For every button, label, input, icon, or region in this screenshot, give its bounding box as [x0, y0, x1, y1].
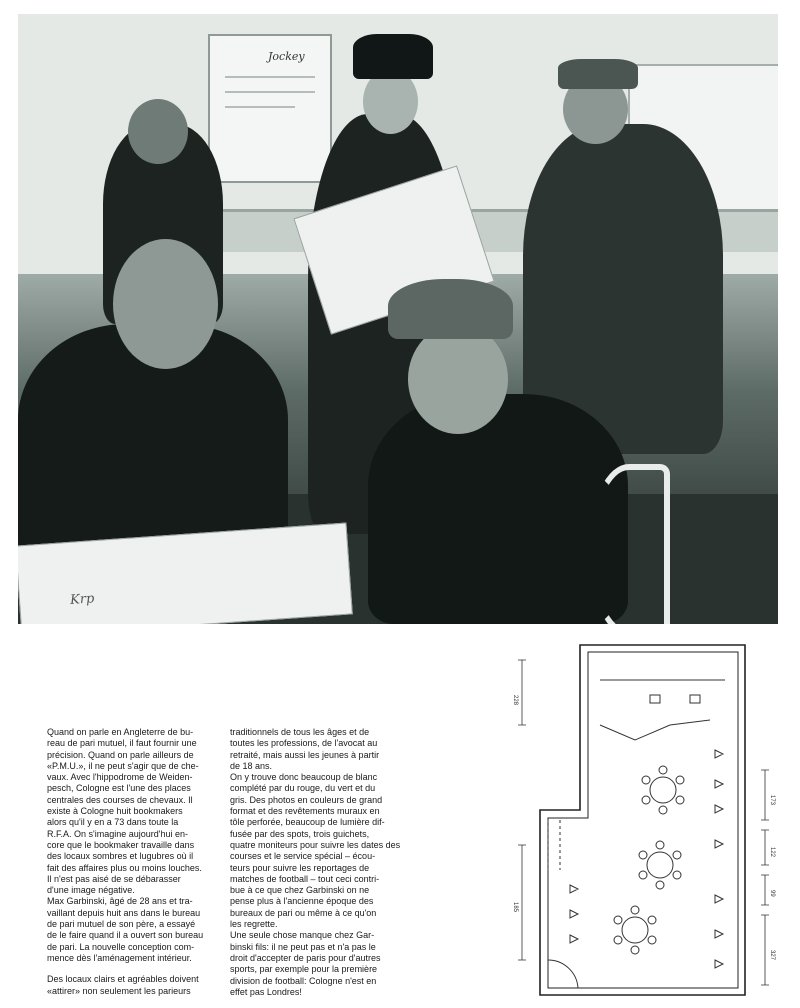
photo-flat-cap [388, 279, 513, 339]
photo-jockey-board [208, 34, 332, 183]
photo-chair [588, 464, 670, 624]
floor-plan-table-1 [642, 766, 684, 814]
photo-woman-hat [353, 34, 433, 79]
photo-man-right-cap [558, 59, 638, 89]
floor-plan-dim-line [518, 845, 526, 960]
newspaper-label: Krp [69, 591, 95, 608]
floor-plan-stools-right [715, 750, 723, 968]
floor-plan-dim-line [761, 830, 769, 865]
photo-man-counter-head [128, 99, 188, 164]
floor-plan-dim-line [761, 915, 769, 985]
floor-plan-dim-line [761, 770, 769, 820]
floor-plan-inner-wall [548, 652, 738, 988]
article-column-2 [230, 727, 405, 1008]
betting-office-photo [18, 14, 778, 624]
floor-plan-stair [548, 820, 560, 870]
board-label: Jockey [268, 50, 305, 63]
floor-plan-dim-line [518, 660, 526, 725]
photo-seated-man-head [113, 239, 218, 369]
floor-plan-dim-label: 228 [512, 695, 518, 706]
floor-plan [510, 640, 780, 1000]
article-paragraph: Quand on parle en Angleterre de bu- reau de pari mutuel, il faut fournir une précision. Quand on parle ailleurs de «P.M.U.», il ne peut s'agir que de che- vaux. Avec l'hippodrome de Weiden- pesch, Cologne est l'une des places centrales des courses de chevaux. Il existe à Cologne huit bookmakers alors qu'il y en a 73 dans toute la R.F.A. On s'imagine aujourd'hui en- core que le bookmaker travaille dans des locaux sombres et lugubres où il fait des affaires plus ou moins louches. Il n'est pas aisé de se débarasser d'une image négative. Max Garbinski, âgé de 28 ans et tra- vaillant depuis huit ans dans le bureau de pari mutuel de son père, a essayé de le faire quand il a ouvert son bureau de pari. La nouvelle conception com- mence dès l'aménagement intérieur. [47, 727, 204, 963]
article-paragraph: traditionnels de tous les âges et de toutes les professions, de l'avocat au retraité, mais aussi les jeunes à partir de 18 ans. On y trouve donc beaucoup de blanc complété par du rouge, du vert et du gris. Des photos en couleurs de grand format et des revêtements muraux en tôle perforée, beaucoup de lumière dif- fusée par des spots, trois guichets, quatre moniteurs pour suivre les dates des courses et le service spécial – écou- teurs pour suivre les reportages de matches de football – tout ceci contri- bue à ce que chez Garbinski on ne pense plus à l'ancienne époque des bureaux de pari ou même à ce qu'on les regrette. Une seule chose manque chez Gar- binski fils: il ne peut pas et n'a pas le droit d'accepter de paris pour d'autres sports, par exemple pour la première division de football: Cologne n'est en effet pas Londres! [230, 727, 401, 997]
floor-plan-fixture [690, 695, 700, 703]
floor-plan-dim-label: 185 [512, 902, 518, 913]
floor-plan-fixture [650, 695, 660, 703]
floor-plan-dim-label: 99 [769, 890, 775, 897]
photo-laughing-man [368, 394, 628, 624]
floor-plan-dim-label: 173 [769, 795, 775, 806]
photo-laughing-man-head [408, 324, 508, 434]
floor-plan-table-3 [614, 906, 656, 954]
floor-plan-dim-label: 122 [769, 847, 775, 858]
floor-plan-table-2 [639, 841, 681, 889]
floor-plan-dim-label: 327 [769, 950, 775, 961]
floor-plan-counter [600, 720, 710, 740]
article-paragraph: Des locaux clairs et agréables doivent «attirer» non seulement les parieurs [47, 974, 199, 996]
article-column-1 [47, 727, 222, 1007]
floor-plan-dim-line [761, 875, 769, 905]
floor-plan-stools-left [570, 885, 578, 943]
floor-plan-door [548, 960, 578, 988]
